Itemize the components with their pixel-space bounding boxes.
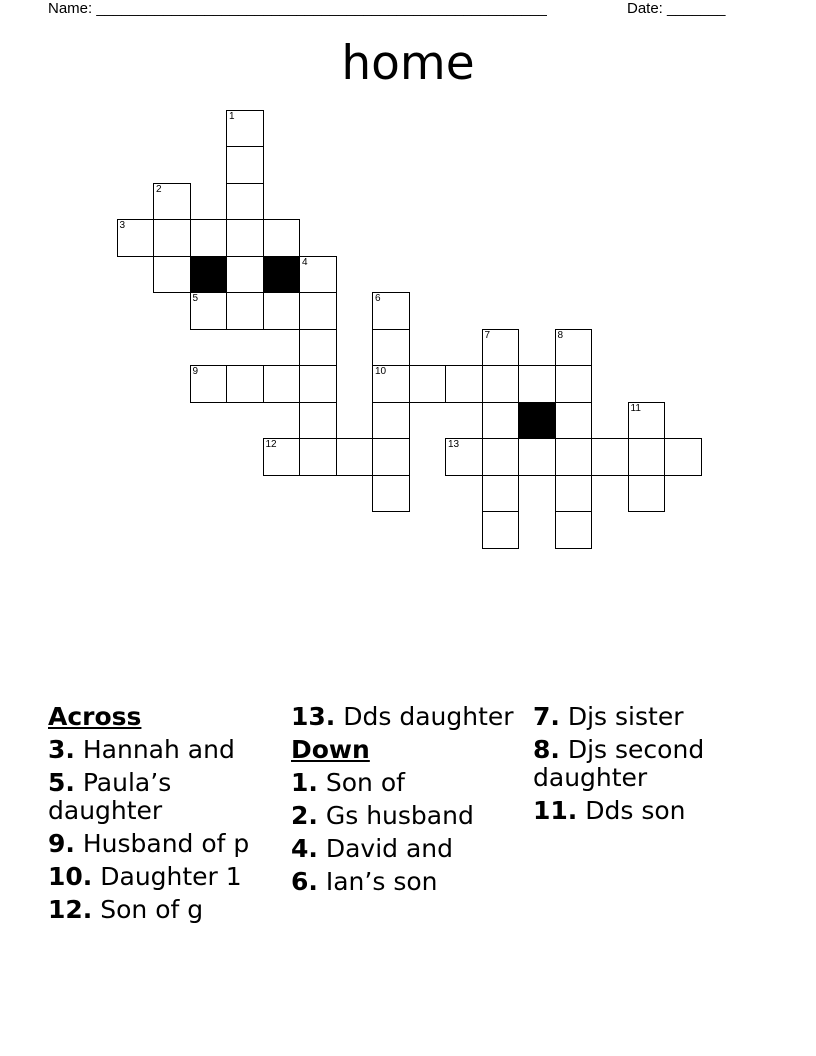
- clue-text: David and: [325, 834, 454, 863]
- clue-number-label: 4: [302, 256, 308, 268]
- clue-column-3: [533, 703, 773, 830]
- grid-cell[interactable]: [482, 438, 520, 476]
- grid-cell[interactable]: [555, 475, 593, 513]
- across-heading: Across: [48, 702, 142, 731]
- grid-cell[interactable]: [263, 438, 301, 476]
- clue-text: Djs sister: [567, 702, 684, 731]
- grid-cell[interactable]: [555, 329, 593, 367]
- clue-item: [291, 835, 516, 863]
- grid-cell[interactable]: [628, 402, 666, 440]
- grid-cell[interactable]: [555, 438, 593, 476]
- clue-text: Dds daughter: [343, 702, 514, 731]
- clue-number: 10.: [48, 862, 93, 891]
- page-title: home: [341, 36, 475, 91]
- grid-cell[interactable]: [190, 292, 228, 330]
- clue-text: Son of g: [100, 895, 204, 924]
- clue-number: 9.: [48, 829, 75, 858]
- black-square: [263, 256, 301, 294]
- clue-number-label: 6: [375, 293, 381, 304]
- clue-item: [48, 769, 273, 825]
- grid-cell[interactable]: [190, 219, 228, 257]
- clue-column-2: [291, 703, 516, 901]
- clue-number-label: 10: [375, 366, 387, 377]
- grid-cell[interactable]: [263, 292, 301, 330]
- clue-number-label: 5: [192, 293, 199, 304]
- clue-number: 1.: [291, 768, 318, 797]
- grid-cell[interactable]: [190, 365, 228, 403]
- grid-cell[interactable]: [445, 365, 483, 403]
- grid-cell[interactable]: [555, 402, 593, 440]
- grid-cell[interactable]: [117, 219, 155, 257]
- grid-cell[interactable]: [628, 438, 666, 476]
- clue-item: [291, 769, 516, 797]
- clue-number-label: 8: [557, 329, 564, 341]
- grid-cell[interactable]: [299, 365, 337, 403]
- clue-number: 8.: [533, 735, 560, 764]
- clue-number-label: 9: [192, 366, 199, 377]
- clue-item: [533, 797, 773, 825]
- clue-number: 6.: [291, 867, 318, 896]
- grid-cell[interactable]: [372, 402, 410, 440]
- clue-text: Djs second daughter: [533, 735, 705, 792]
- clue-number: 7.: [533, 702, 560, 731]
- grid-cell[interactable]: [226, 219, 264, 257]
- clue-number: 2.: [291, 801, 318, 830]
- grid-cell[interactable]: [263, 219, 301, 257]
- clue-item: [48, 863, 273, 891]
- clue-number-label: 1: [229, 110, 235, 122]
- clue-text: Gs husband: [325, 801, 474, 830]
- down-heading: Down: [291, 735, 370, 764]
- clue-item: [48, 896, 273, 924]
- grid-cell[interactable]: [372, 475, 410, 513]
- grid-cell[interactable]: [226, 256, 264, 294]
- grid-cell[interactable]: [555, 365, 593, 403]
- grid-cell[interactable]: [372, 438, 410, 476]
- clue-text: Hannah and: [82, 735, 235, 764]
- clue-item: [291, 802, 516, 830]
- grid-cell[interactable]: [482, 402, 520, 440]
- grid-cell[interactable]: [372, 365, 410, 403]
- grid-cell[interactable]: [263, 365, 301, 403]
- clue-number-label: 13: [448, 439, 460, 450]
- clue-text: Dds son: [585, 796, 686, 825]
- clue-number: 12.: [48, 895, 93, 924]
- black-square: [190, 256, 228, 294]
- clue-number-label: 7: [484, 329, 491, 341]
- grid-cell[interactable]: [226, 365, 264, 403]
- grid-cell[interactable]: [226, 146, 264, 184]
- grid-cell[interactable]: [299, 292, 337, 330]
- clue-text: Ian’s son: [325, 867, 438, 896]
- date-line: Date: _______: [627, 0, 726, 17]
- grid-cell[interactable]: [299, 402, 337, 440]
- clue-item: [48, 736, 273, 764]
- grid-cell[interactable]: [482, 511, 520, 549]
- name-line: Name: ______________________________________________________: [48, 0, 547, 17]
- clue-number: 5.: [48, 768, 75, 797]
- clue-column-1: [48, 703, 273, 929]
- grid-cell[interactable]: [409, 365, 447, 403]
- clue-item: [291, 868, 516, 896]
- clue-text: Son of: [325, 768, 405, 797]
- grid-cell[interactable]: [226, 183, 264, 221]
- clue-number: 3.: [48, 735, 75, 764]
- clue-number-label: 12: [265, 439, 277, 450]
- grid-cell[interactable]: [153, 256, 191, 294]
- grid-cell[interactable]: [482, 365, 520, 403]
- clue-number-label: 11: [630, 402, 641, 414]
- grid-cell[interactable]: [372, 329, 410, 367]
- clue-list-col1: [48, 736, 273, 924]
- clue-text: Daughter 1: [100, 862, 242, 891]
- grid-cell[interactable]: [226, 292, 264, 330]
- grid-cell[interactable]: [518, 438, 556, 476]
- grid-cell[interactable]: [299, 438, 337, 476]
- grid-cell[interactable]: [372, 292, 410, 330]
- clue-item: [533, 736, 773, 792]
- grid-cell[interactable]: [336, 438, 374, 476]
- black-square: [518, 402, 556, 440]
- clue-number-label: 2: [156, 183, 162, 195]
- grid-cell[interactable]: [226, 110, 264, 148]
- clue-item: [533, 703, 773, 731]
- grid-cell[interactable]: [555, 511, 593, 549]
- clue-item: [48, 830, 273, 858]
- grid-cell[interactable]: [518, 365, 556, 403]
- clue-number-label: 3: [119, 220, 126, 231]
- clue-number: 13.: [291, 702, 336, 731]
- clue-number: 4.: [291, 834, 318, 863]
- grid-cell[interactable]: [153, 183, 191, 221]
- grid-cell[interactable]: [591, 438, 629, 476]
- grid-cell[interactable]: [482, 475, 520, 513]
- clue-item: [291, 703, 516, 731]
- grid-cell[interactable]: [299, 256, 337, 294]
- grid-cell[interactable]: [664, 438, 702, 476]
- grid-cell[interactable]: [299, 329, 337, 367]
- grid-cell[interactable]: [628, 475, 666, 513]
- clue-text: Paula’s daughter: [48, 768, 172, 825]
- clue-number: 11.: [533, 796, 578, 825]
- grid-cell[interactable]: [482, 329, 520, 367]
- clue-text: Husband of p: [82, 829, 250, 858]
- grid-cell[interactable]: [153, 219, 191, 257]
- grid-cell[interactable]: [445, 438, 483, 476]
